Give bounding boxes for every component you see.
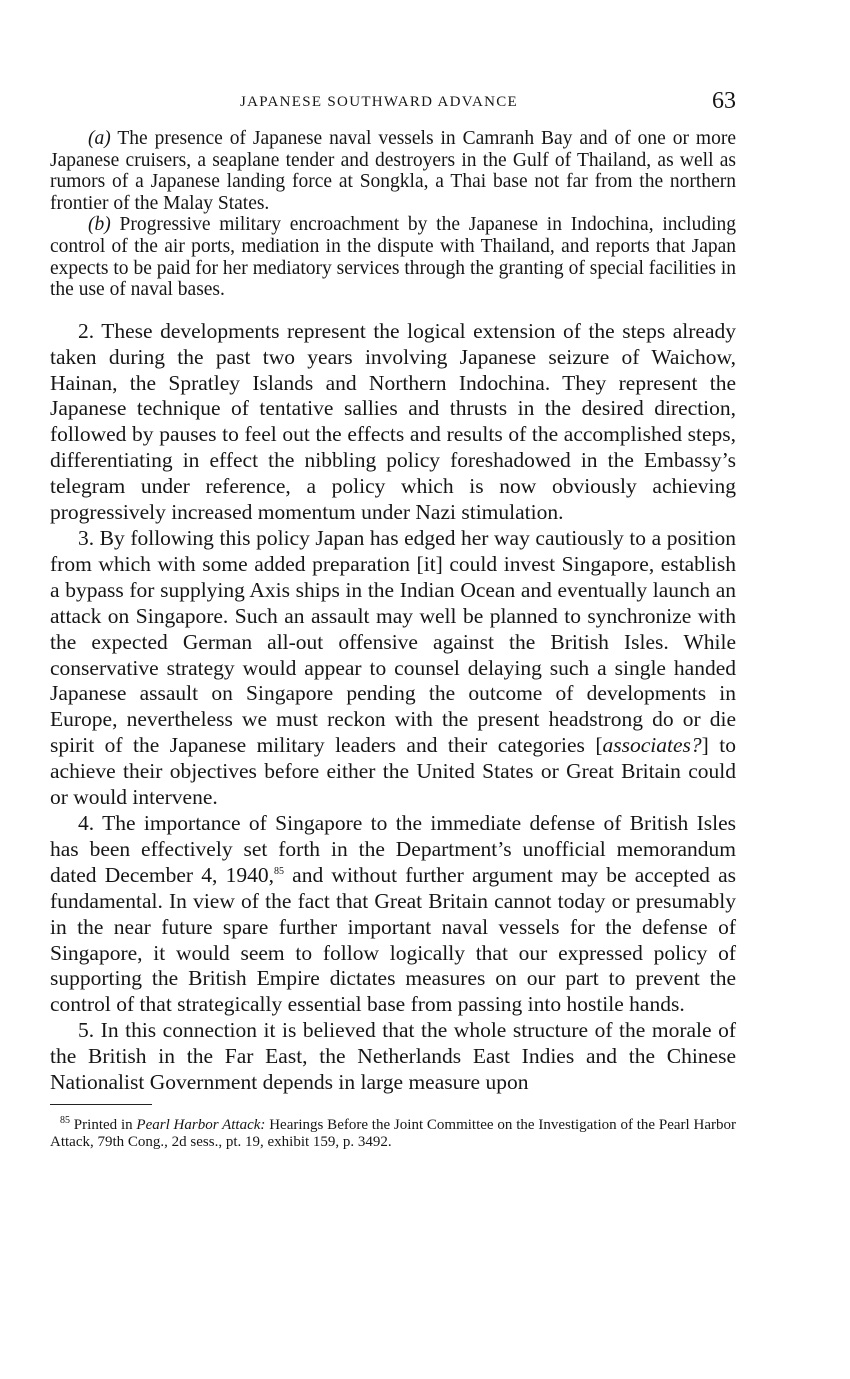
paragraph-4-text-end: and without further argument may be accepted as fundamental. In view of the fact that Great Britain cannot today or presumably in the near future spare further important naval vessels for the defense of Singapore, it would seem to follow logically that our expressed policy of supporting the British Empire dictates measures on our part to prevent the control of that strategically essential base from passing into hostile hands. bbox=[50, 862, 736, 1017]
footnote-reference[interactable]: 85 bbox=[273, 865, 284, 877]
item-marker: (a) bbox=[88, 128, 111, 149]
paragraph-3 bbox=[50, 526, 736, 811]
footnote-number: 85 bbox=[60, 1114, 70, 1126]
item-text: The presence of Japanese naval vessels in Camranh Bay and of one or more Japanese cruisers, a seaplane tender and destroyers in the Gulf of Thailand, as well as rumors of a Japanese landing force at Songkla, a Thai base not far from the northern frontier of the Malay States. bbox=[50, 128, 736, 214]
quoted-item-b bbox=[50, 214, 736, 300]
item-marker: (b) bbox=[88, 214, 111, 236]
paragraph-4 bbox=[50, 811, 736, 1018]
paragraph-3-italic: associates? bbox=[602, 733, 702, 758]
page-number: 63 bbox=[712, 88, 736, 114]
body-text bbox=[50, 319, 736, 1096]
paragraph-4-text: 4. The importance of Singapore to the immediate defense of British Isles has been effectively set forth in the Department’s unofficial memorandum dated December 4, 1940, bbox=[50, 810, 736, 887]
paragraph-3-text: 3. By following this policy Japan has edged her way cautiously to a position from which with some added preparation [it] could invest Singapore, establish a bypass for supplying Axis ships in the Indian Ocean and eventually launch an attack on Singapore. Such an assault may well be planned to synchronize with the expected German all-out offensive against the British Isles. While conservative strategy would appear to counsel delaying such a single handed Japanese assault on Singapore pending the outcome of developments in Europe, nevertheless we must reckon with the present headstrong do or die spirit of the Japanese military leaders and their categories [ bbox=[50, 526, 736, 758]
running-header bbox=[50, 88, 736, 128]
paragraph-3-text-end: ] to achieve their objectives before either the United States or Great Britain could or would intervene. bbox=[50, 733, 736, 810]
quoted-item-a bbox=[50, 128, 736, 214]
footnote bbox=[50, 1114, 736, 1151]
paragraph-2: 2. These developments represent the logical extension of the steps already taken during the past two years involving Japanese seizure of Waichow, Hainan, the Spratley Islands and Northern Indochina. They represent the Japanese technique of tentative sallies and thrusts in the desired direction, followed by pauses to feel out the effects and results of the accomplished steps, differentiating in effect the nibbling policy foreshadowed in the Embassy’s telegram under reference, a policy which is now obviously achieving progressively increased momentum under Nazi stimulation. bbox=[50, 318, 736, 525]
paragraph-5: 5. In this connection it is believed that the whole structure of the morale of the British in the Far East, the Netherlands East Indies and the Chinese Nationalist Government depends in large measure upon bbox=[50, 1018, 736, 1095]
footnote-divider bbox=[50, 1104, 152, 1105]
item-text: Progressive military encroachment by the Japanese in Indochina, including control of the air ports, mediation in the dispute with Thailand, and reports that Japan expects to be paid for her mediatory services through the granting of special facilities in the use of naval bases. bbox=[50, 214, 736, 301]
quoted-list bbox=[50, 128, 736, 301]
footnote-italic-title: Pearl Harbor Attack: bbox=[136, 1116, 266, 1133]
footnote-lead: Printed in bbox=[70, 1116, 137, 1133]
document-page bbox=[50, 88, 736, 1151]
footnote-text: Hearings Before the Joint Committee on the Investigation of the Pearl Harbor Attack, 79th Cong., 2d sess., pt. 19, exhibit 159, p. 3492. bbox=[50, 1116, 736, 1150]
running-title: JAPANESE SOUTHWARD ADVANCE bbox=[240, 94, 519, 110]
